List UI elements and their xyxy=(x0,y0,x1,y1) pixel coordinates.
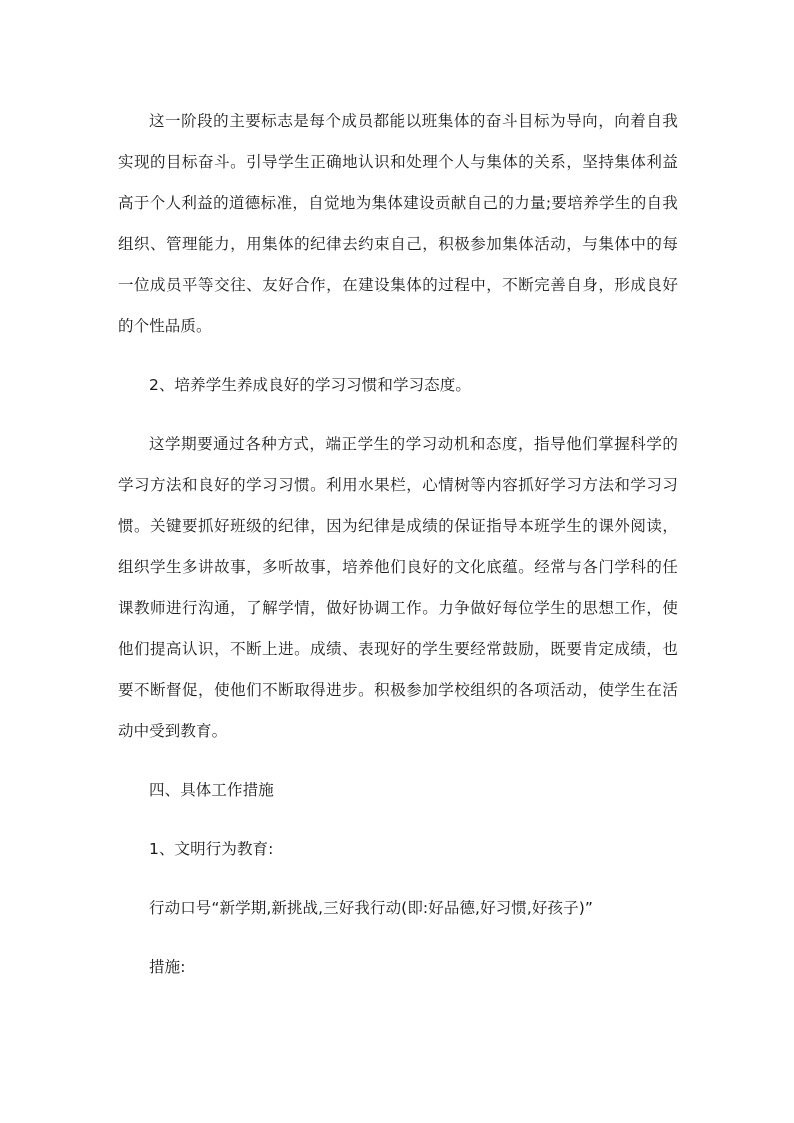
paragraph-spacer xyxy=(118,752,678,770)
paragraph-collective-goals: 这一阶段的主要标志是每个成员都能以班集体的奋斗目标为导向，向着自我实现的目标奋斗。引导学生正确地认识和处理个人与集体的关系，坚持集体利益高于个人利益的道德标准，自觉地为集体建设贡献自己的力量;要培养学生的自我组织、管理能力，用集体的纪律去约束自己，积极参加集体活动，与集体中的每一位成员平等交往、友好合作，在建设集体的过程中，不断完善自身，形成良好的个性品质。 xyxy=(118,112,678,335)
document-body xyxy=(118,101,678,988)
paragraph-spacer xyxy=(118,929,678,947)
paragraph-spacer xyxy=(118,811,678,829)
paragraph-learning-habits: 这学期要通过各种方式，端正学生的学习动机和态度，指导他们掌握科学的学习方法和良好的学习习惯。利用水果栏，心情树等内容抓好学习方法和学习习惯。关键要抓好班级的纪律，因为纪律是成绩的保证指导本班学生的课外阅读，组织学生多讲故事，多听故事，培养他们良好的文化底蕴。经常与各门学科的任课教师进行沟通，了解学情，做好协调工作。力争做好每位学生的思想工作，使他们提高认识，不断上进。成绩、表现好的学生要经常鼓励，既要肯定成绩，也要不断督促，使他们不断取得进步。积极参加学校组织的各项活动，使学生在活动中受到教育。 xyxy=(118,435,678,740)
heading-civilized-behavior: 1、文明行为教育: xyxy=(149,840,274,858)
paragraph-spacer xyxy=(118,406,678,424)
paragraph-action-slogan: 行动口号“新学期,新挑战,三好我行动(即:好品德,好习惯,好孩子)” xyxy=(149,899,593,917)
heading-learning-habits: 2、培养学生养成良好的学习习惯和学习态度。 xyxy=(149,376,471,394)
paragraph-spacer xyxy=(118,347,678,365)
heading-measures: 措施: xyxy=(149,958,186,976)
paragraph-spacer xyxy=(118,870,678,888)
heading-specific-measures: 四、具体工作措施 xyxy=(149,781,274,799)
